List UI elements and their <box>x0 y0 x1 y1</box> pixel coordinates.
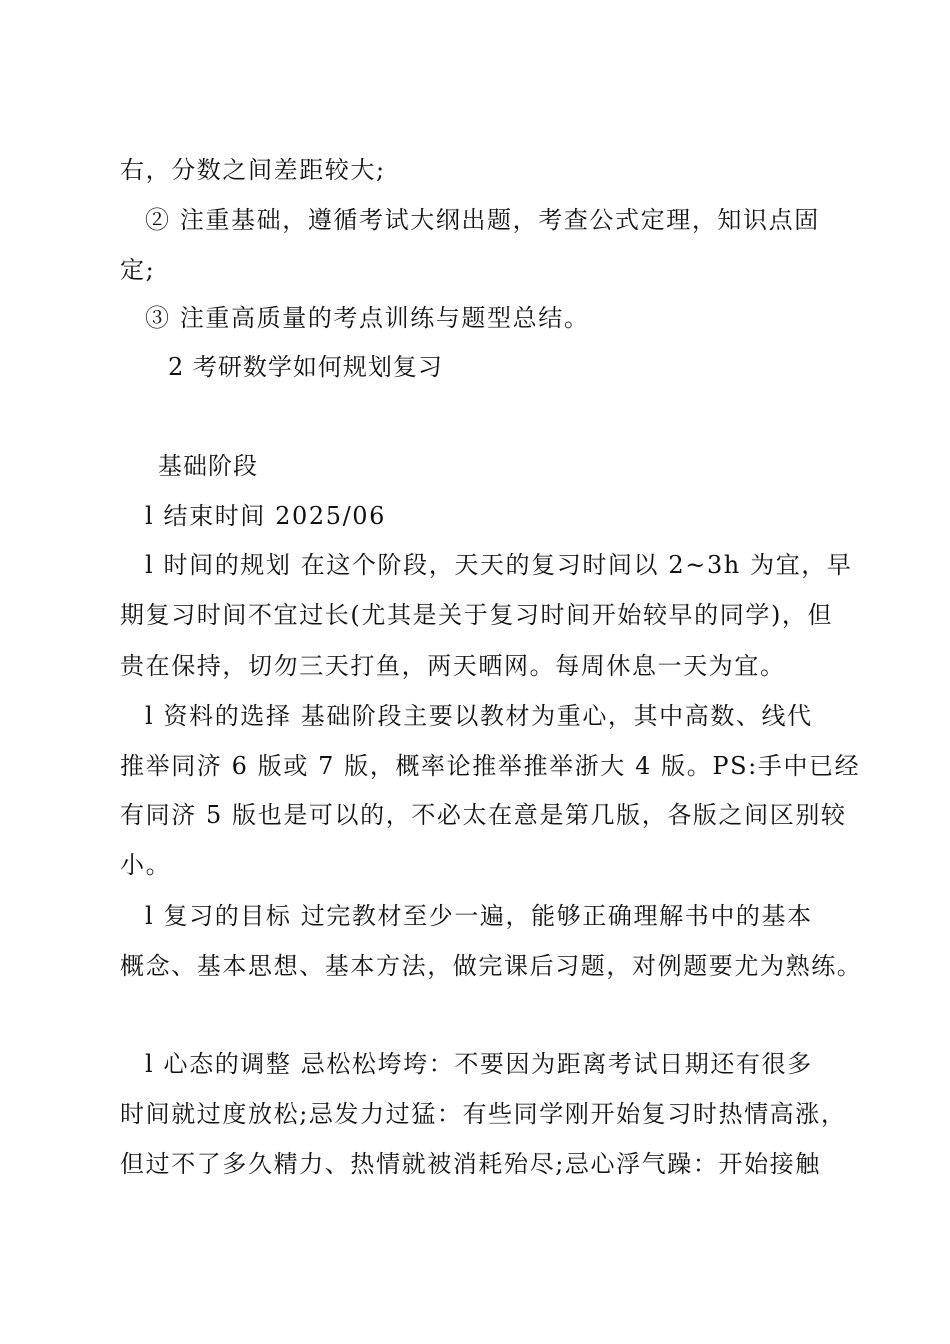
goal-line: l 复习的目标 过完教材至少一遍，能够正确理解书中的基本 <box>145 902 813 930</box>
materials-line: 有同济 5 版也是可以的，不必太在意是第几版，各版之间区别较 <box>120 801 847 829</box>
materials-line: 小。 <box>120 851 172 879</box>
materials-line: l 资料的选择 基础阶段主要以教材为重心，其中高数、线代 <box>145 702 813 730</box>
time-plan-line: 期复习时间不宜过长(尤其是关于复习时间开始较早的同学)，但 <box>120 601 834 629</box>
point-2-line: ② 注重基础，遵循考试大纲出题，考查公式定理，知识点固 <box>145 206 820 234</box>
paragraph-line: 右，分数之间差距较大; <box>120 156 386 184</box>
point-3-line: ③ 注重高质量的考点训练与题型总结。 <box>145 304 590 332</box>
goal-line: 概念、基本思想、基本方法，做完课后习题，对例题要尤为熟练。 <box>120 952 863 980</box>
subheading: 基础阶段 <box>158 452 258 480</box>
end-time-line: l 结束时间 2025/06 <box>145 502 387 530</box>
time-plan-line: l 时间的规划 在这个阶段，天天的复习时间以 2~3h 为宜，早 <box>145 551 853 579</box>
time-plan-line: 贵在保持，切勿三天打鱼，两天晒网。每周休息一天为宜。 <box>120 652 786 680</box>
point-2-line: 定; <box>120 256 156 284</box>
mindset-line: 但过不了多久精力、热情就被消耗殆尽;忌心浮气躁：开始接触 <box>120 1150 821 1178</box>
mindset-line: l 心态的调整 忌松松垮垮：不要因为距离考试日期还有很多 <box>145 1050 813 1078</box>
materials-line: 推举同济 6 版或 7 版，概率论推举推举浙大 4 版。PS:手中已经 <box>120 752 861 780</box>
mindset-line: 时间就过度放松;忌发力过猛：有些同学刚开始复习时热情高涨， <box>120 1100 847 1128</box>
section-heading: 2 考研数学如何规划复习 <box>168 353 443 381</box>
